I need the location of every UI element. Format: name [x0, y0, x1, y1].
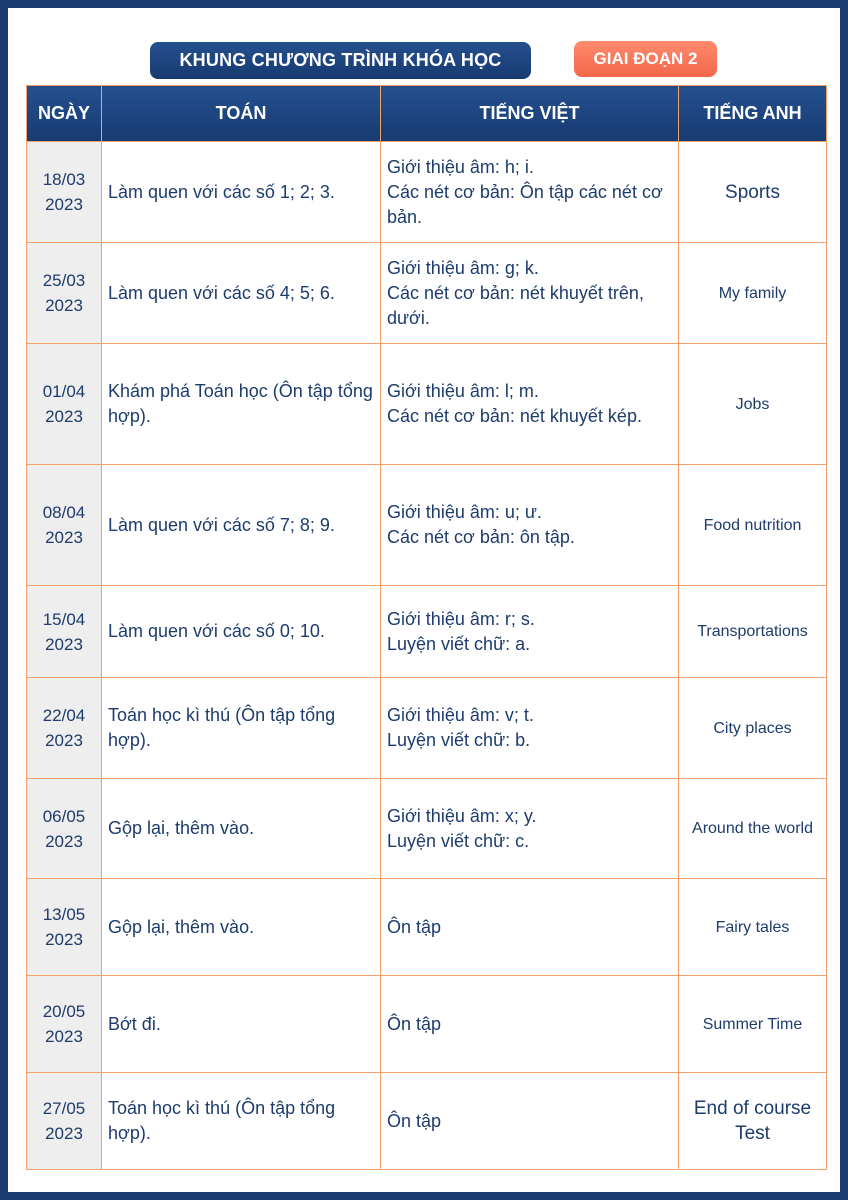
date-cell — [27, 1073, 102, 1170]
vietnamese-line: Luyện viết chữ: b. — [387, 730, 531, 750]
vietnamese-line: Giới thiệu âm: u; ư. — [387, 502, 542, 522]
vietnamese-cell — [381, 879, 679, 976]
date-day: 15/04 — [42, 609, 86, 629]
vietnamese-line: Luyện viết chữ: a. — [387, 633, 531, 654]
date-cell — [27, 344, 102, 465]
page-title: KHUNG CHƯƠNG TRÌNH KHÓA HỌC — [150, 42, 531, 79]
date-year: 2023 — [45, 831, 83, 851]
date-day: 27/05 — [42, 1099, 86, 1118]
column-header-date: NGÀY — [27, 86, 102, 142]
table-row — [27, 879, 827, 976]
vietnamese-cell — [381, 976, 679, 1073]
date-cell — [27, 142, 102, 243]
table-row — [27, 586, 827, 678]
vietnamese-line: Giới thiệu âm: r; s. — [387, 608, 535, 629]
vietnamese-cell — [381, 243, 679, 344]
date-day: 13/05 — [42, 905, 86, 924]
date-cell — [27, 678, 102, 779]
table-header-row — [27, 86, 827, 142]
date-day: 08/04 — [42, 503, 86, 522]
vietnamese-line: Luyện viết chữ: c. — [387, 830, 530, 851]
english-cell: Fairy tales — [679, 879, 827, 976]
english-cell: Transportations — [679, 586, 827, 678]
vietnamese-line: Các nét cơ bản: ôn tập. — [387, 527, 575, 547]
date-day: 01/04 — [42, 382, 86, 401]
date-cell — [27, 465, 102, 586]
vietnamese-cell — [381, 142, 679, 243]
date-cell — [27, 779, 102, 879]
math-cell: Làm quen với các số 4; 5; 6. — [102, 243, 381, 344]
table-row — [27, 976, 827, 1073]
date-cell — [27, 243, 102, 344]
table-row — [27, 779, 827, 879]
vietnamese-line: Giới thiệu âm: x; y. — [387, 805, 537, 826]
math-cell: Gộp lại, thêm vào. — [102, 879, 381, 976]
date-year: 2023 — [45, 195, 83, 214]
math-cell: Gộp lại, thêm vào. — [102, 779, 381, 879]
date-year: 2023 — [45, 731, 83, 750]
table-row — [27, 344, 827, 465]
table-row — [27, 678, 827, 779]
vietnamese-line: Giới thiệu âm: l; m. — [387, 381, 539, 401]
english-cell: City places — [679, 678, 827, 779]
vietnamese-cell — [381, 779, 679, 879]
date-year: 2023 — [45, 1027, 83, 1046]
math-cell: Toán học kì thú (Ôn tập tổng hợp). — [102, 1073, 381, 1170]
math-cell: Làm quen với các số 1; 2; 3. — [102, 142, 381, 243]
math-cell: Khám phá Toán học (Ôn tập tổng hợp). — [102, 344, 381, 465]
table-row — [27, 142, 827, 243]
vietnamese-cell — [381, 344, 679, 465]
date-day: 18/03 — [42, 170, 86, 189]
vietnamese-line: Ôn tập — [387, 1013, 442, 1034]
date-year: 2023 — [45, 407, 83, 426]
date-year: 2023 — [45, 296, 83, 315]
vietnamese-cell — [381, 1073, 679, 1170]
math-cell: Bớt đi. — [102, 976, 381, 1073]
date-year: 2023 — [45, 930, 83, 949]
english-cell: Around the world — [679, 779, 827, 879]
vietnamese-line: Các nét cơ bản: nét khuyết trên, dưới. — [387, 282, 644, 328]
date-day: 22/04 — [42, 706, 86, 725]
date-year: 2023 — [45, 528, 83, 547]
vietnamese-line: Giới thiệu âm: h; i. — [387, 156, 534, 177]
stage-badge: GIAI ĐOẠN 2 — [574, 41, 717, 77]
math-cell: Làm quen với các số 7; 8; 9. — [102, 465, 381, 586]
math-cell: Làm quen với các số 0; 10. — [102, 586, 381, 678]
date-day: 25/03 — [42, 271, 86, 290]
vietnamese-line: Giới thiệu âm: g; k. — [387, 257, 539, 278]
table-row — [27, 243, 827, 344]
vietnamese-line: Các nét cơ bản: nét khuyết kép. — [387, 406, 642, 426]
date-year: 2023 — [45, 1124, 83, 1143]
vietnamese-line: Giới thiệu âm: v; t. — [387, 705, 534, 725]
date-year: 2023 — [45, 634, 83, 654]
vietnamese-line: Ôn tập — [387, 916, 442, 937]
column-header-english: TIẾNG ANH — [679, 86, 827, 142]
math-cell: Toán học kì thú (Ôn tập tổng hợp). — [102, 678, 381, 779]
table-row — [27, 465, 827, 586]
date-day: 20/05 — [42, 1002, 86, 1021]
vietnamese-cell — [381, 678, 679, 779]
vietnamese-cell — [381, 465, 679, 586]
vietnamese-line: Các nét cơ bản: Ôn tập các nét cơ bản. — [387, 181, 663, 227]
date-day: 06/05 — [42, 806, 86, 826]
english-cell: Summer Time — [679, 976, 827, 1073]
date-cell — [27, 976, 102, 1073]
column-header-math: TOÁN — [102, 86, 381, 142]
english-cell: Jobs — [679, 344, 827, 465]
schedule-table — [26, 85, 827, 1170]
vietnamese-cell — [381, 586, 679, 678]
english-cell: My family — [679, 243, 827, 344]
english-cell: Food nutrition — [679, 465, 827, 586]
english-cell: Sports — [679, 142, 827, 243]
table-row — [27, 1073, 827, 1170]
vietnamese-line: Ôn tập — [387, 1110, 442, 1131]
english-cell: End of course Test — [679, 1073, 827, 1170]
date-cell — [27, 879, 102, 976]
date-cell — [27, 586, 102, 678]
column-header-vietnamese: TIẾNG VIỆT — [381, 86, 679, 142]
